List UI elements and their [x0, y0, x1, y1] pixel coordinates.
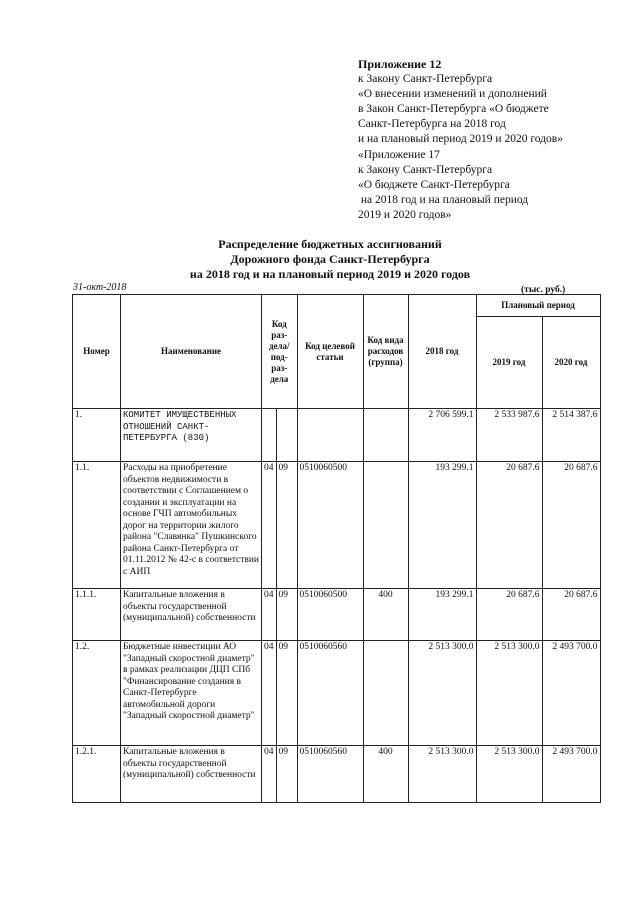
row-2018: 2 513 300.0	[408, 746, 476, 803]
title-line: Дорожного фонда Санкт-Петербурга	[230, 252, 430, 266]
row-subsection	[276, 409, 297, 462]
header-2019: 2019 год	[476, 317, 542, 409]
row-subsection: 09	[276, 589, 297, 641]
table-header-row	[73, 295, 601, 317]
row-number: 1.1.	[73, 462, 121, 589]
annex-prev-line: на 2018 год и на плановый период	[358, 194, 529, 206]
row-name: Капитальные вложения в объекты государственной (муниципальной) собственности	[121, 746, 262, 803]
row-section: 04	[262, 589, 277, 641]
row-target-code: 0510060560	[297, 746, 363, 803]
annex-line: в Закон Санкт-Петербурга «О бюджете	[358, 103, 549, 115]
row-number: 1.2.	[73, 641, 121, 746]
row-target-code: 0510060560	[297, 641, 363, 746]
title-line: Распределение бюджетных ассигнований	[218, 237, 442, 251]
annex-line: и на плановый период 2019 и 2020 годов»	[358, 133, 563, 145]
row-2019: 2 513 300.0	[476, 641, 542, 746]
row-section: 04	[262, 462, 277, 589]
annex-prev-line: «Приложение 17	[358, 149, 440, 161]
row-expense-type	[363, 641, 408, 746]
row-section: 04	[262, 641, 277, 746]
row-name: Капитальные вложения в объекты государственной (муниципальной) собственности	[121, 589, 262, 641]
row-target-code: 0510060500	[297, 462, 363, 589]
budget-table	[72, 294, 601, 803]
header-2020: 2020 год	[542, 317, 600, 409]
previous-annex-block	[358, 148, 608, 223]
annex-prev-line: «О бюджете Санкт-Петербурга	[358, 179, 510, 191]
row-section	[262, 409, 277, 462]
document-title	[130, 237, 530, 282]
row-2020: 2 493 700.0	[542, 746, 600, 803]
row-2019: 20 687.6	[476, 589, 542, 641]
row-2019: 2 513 300.0	[476, 746, 542, 803]
row-2020: 2 514 387.6	[542, 409, 600, 462]
header-plan-period: Плановый период	[476, 295, 600, 317]
row-2020: 20 687.6	[542, 462, 600, 589]
row-2018: 2 513 300.0	[408, 641, 476, 746]
row-2018: 193 299.1	[408, 462, 476, 589]
annex-title: Приложение 12	[358, 57, 442, 71]
row-subsection: 09	[276, 746, 297, 803]
header-target-code: Код целевой статьи	[297, 295, 363, 409]
row-expense-type: 400	[363, 589, 408, 641]
row-expense-type	[363, 409, 408, 462]
row-target-code: 0510060500	[297, 589, 363, 641]
row-2019: 20 687.6	[476, 462, 542, 589]
title-line: на 2018 год и на плановый период 2019 и 2020 годов	[189, 267, 471, 281]
row-name: Расходы на приобретение объектов недвижимости в соответствии с Соглашением о создании и эксплуатации на основе ГЧП автомобильных дорог на территории жилого района "Славянка" Пушкинского района Санкт-Петербурга от 01.11.2012 № 42-с в соответствии с АИП	[121, 462, 262, 589]
row-number: 1.1.1.	[73, 589, 121, 641]
row-2018: 193 299.1	[408, 589, 476, 641]
header-2018: 2018 год	[408, 295, 476, 409]
table-row	[73, 746, 601, 803]
annex-block	[358, 57, 628, 147]
annex-line: Санкт-Петербурга на 2018 год	[358, 118, 506, 130]
units-label: (тыс. руб.)	[521, 285, 566, 295]
table-row	[73, 409, 601, 462]
row-2020: 20 687.6	[542, 589, 600, 641]
row-name: Бюджетные инвестиции АО "Западный скоростной диаметр" в рамках реализации ДЦП СПб "Финансирование создания в Санкт-Петербурге автомобильной дороги "Западный скоростной диаметр"	[121, 641, 262, 746]
row-subsection: 09	[276, 641, 297, 746]
row-2018: 2 706 599.1	[408, 409, 476, 462]
annex-prev-line: 2019 и 2020 годов»	[358, 209, 452, 221]
row-expense-type: 400	[363, 746, 408, 803]
table-row	[73, 641, 601, 746]
row-name: КОМИТЕТ ИМУЩЕСТВЕННЫХ ОТНОШЕНИЙ САНКТ-ПЕТЕРБУРГА (830)	[121, 409, 262, 462]
table-row	[73, 589, 601, 641]
header-name: Наименование	[121, 295, 262, 409]
row-expense-type	[363, 462, 408, 589]
row-number: 1.	[73, 409, 121, 462]
annex-prev-line: к Закону Санкт-Петербурга	[358, 164, 493, 176]
row-section: 04	[262, 746, 277, 803]
header-section-code: Код раз-дела/ под-раз-дела	[262, 295, 298, 409]
header-expense-type: Код вида расходов (группа)	[363, 295, 408, 409]
header-number: Номер	[73, 295, 121, 409]
annex-line: «О внесении изменений и дополнений	[358, 88, 547, 100]
row-subsection: 09	[276, 462, 297, 589]
table-row	[73, 462, 601, 589]
row-2020: 2 493 700.0	[542, 641, 600, 746]
row-2019: 2 533 987.6	[476, 409, 542, 462]
date-stamp: 31-окт-2018	[73, 282, 127, 293]
row-number: 1.2.1.	[73, 746, 121, 803]
annex-line: к Закону Санкт-Петербурга	[358, 73, 493, 85]
row-target-code	[297, 409, 363, 462]
